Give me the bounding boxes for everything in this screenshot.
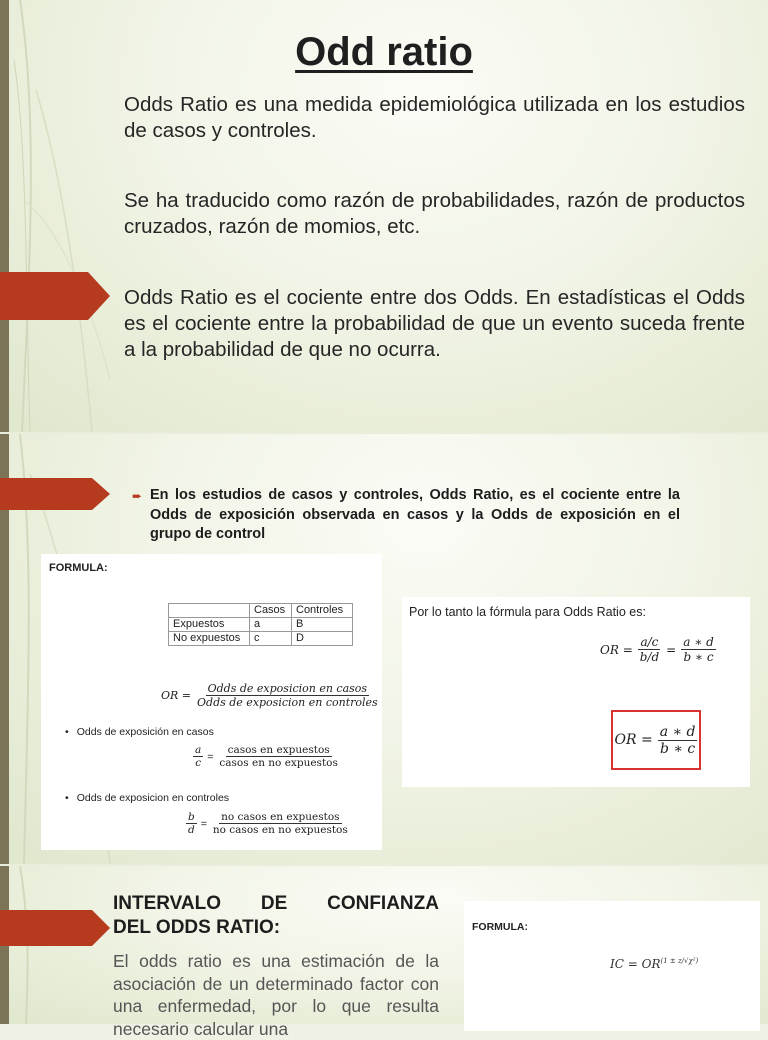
fraction-den: b ∗ c	[683, 650, 714, 664]
table-cell: B	[292, 618, 353, 632]
fraction-num: casos en expuestos	[227, 744, 330, 756]
arrow-bullet-icon: ➨	[132, 489, 143, 503]
list-item-text: Odds de exposición en casos	[76, 726, 214, 738]
list-item-text: Odds de exposicion en controles	[76, 792, 230, 804]
section-heading	[113, 892, 439, 940]
table-header-row	[169, 604, 353, 618]
table-cell: c	[250, 632, 292, 646]
paragraph-intervalo: El odds ratio es una estimación de la asociación de un determinado factor con una enfermedad, por lo que resulta necesario calcular una	[113, 951, 439, 1039]
ic-base: IC = OR	[610, 957, 661, 971]
paragraph-odds-explanation: Odds Ratio es el cociente entre dos Odds. En estadísticas el Odds es el cociente entre la probabilidad de que un evento suceda frente a la probabilidad de que no ocurra.	[124, 286, 745, 361]
table-row	[169, 632, 353, 646]
table-header: Controles	[292, 604, 353, 618]
fraction-num: a	[195, 744, 202, 756]
table-cell: Expuestos	[169, 618, 250, 632]
page-title: Odd ratio	[295, 30, 473, 74]
fraction-den: b ∗ c	[659, 740, 696, 757]
paragraph-definition: Odds Ratio es una medida epidemiológica utilizada en los estudios de casos y controles.	[124, 93, 745, 142]
paragraph-translation: Se ha traducido como razón de probabilidades, razón de productos cruzados, razón de momios, etc.	[124, 189, 745, 238]
bullet-text: En los estudios de casos y controles, Odds Ratio, es el cociente entre la Odds de exposición observada en casos y la Odds de exposición en el grupo de control	[150, 487, 680, 542]
slide-intervalo-confianza	[0, 866, 768, 1039]
boxed-or-formula	[611, 710, 701, 770]
ic-formula-panel	[464, 901, 760, 1031]
slide-odd-ratio	[0, 0, 768, 432]
heading-line-2: DEL ODDS RATIO:	[113, 917, 281, 938]
heading-word: DE	[260, 893, 288, 914]
table-cell	[169, 604, 250, 618]
heading-word: CONFIANZA	[327, 893, 439, 914]
list-item-odds-casos: • Odds de exposición en casos	[65, 726, 214, 738]
heading-word: INTERVALO	[113, 893, 222, 914]
fraction-den: casos en no expuestos	[219, 757, 338, 769]
result-intro-text: Por lo tanto la fórmula para Odds Ratio es:	[409, 605, 646, 619]
or-lhs: OR =	[161, 689, 192, 702]
fraction-den: b/d	[639, 650, 660, 664]
or-lhs: OR =	[600, 642, 633, 657]
red-arrow-marker-icon	[0, 910, 110, 946]
or-ratio-formula: OR = $\frac{a/c}{b/d}$ = $\frac{a ∗ d}{b ∗ c}$	[600, 635, 714, 664]
fraction-den: d	[188, 824, 195, 836]
fraction-num: no casos en expuestos	[221, 811, 340, 823]
red-arrow-marker-icon	[0, 478, 110, 510]
or-definition-formula	[161, 682, 380, 709]
or-denominator: Odds de exposicion en controles	[197, 696, 378, 709]
formula-label: FORMULA:	[49, 562, 108, 574]
equation-odds-controles: $\frac{b}{d}$ = $\frac{\text{no casos en expuestos}}{\text{no casos en no expuestos}}$	[188, 811, 348, 836]
fraction-den: no casos en no expuestos	[212, 824, 348, 836]
contingency-table	[168, 603, 353, 646]
table-header: Casos	[250, 604, 292, 618]
table-cell: a	[250, 618, 292, 632]
fraction-num: a ∗ d	[659, 723, 696, 740]
result-panel	[402, 597, 750, 787]
formula-label: FORMULA:	[472, 921, 528, 933]
ic-exponent: (1 ± z/√χ²)	[660, 957, 699, 965]
ic-formula	[610, 957, 698, 971]
equation-odds-casos: $\frac{a}{c}$ = $\frac{\text{casos en expuestos}}{\text{casos en no expuestos}}$	[195, 744, 338, 769]
fraction-den: c	[195, 757, 202, 769]
list-item-odds-controles: • Odds de exposicion en controles	[65, 792, 230, 804]
formula-panel	[41, 554, 382, 850]
bullet-item	[132, 486, 680, 545]
or-lhs: OR =	[614, 732, 653, 748]
fraction-num: a ∗ d	[683, 635, 714, 649]
table-cell: D	[292, 632, 353, 646]
or-numerator: Odds de exposicion en casos	[207, 682, 368, 695]
red-arrow-marker-icon	[0, 272, 110, 320]
table-cell: No expuestos	[169, 632, 250, 646]
slide-formula	[0, 434, 768, 864]
fraction-num: a/c	[640, 635, 659, 649]
table-row	[169, 618, 353, 632]
fraction-num: b	[188, 811, 195, 823]
